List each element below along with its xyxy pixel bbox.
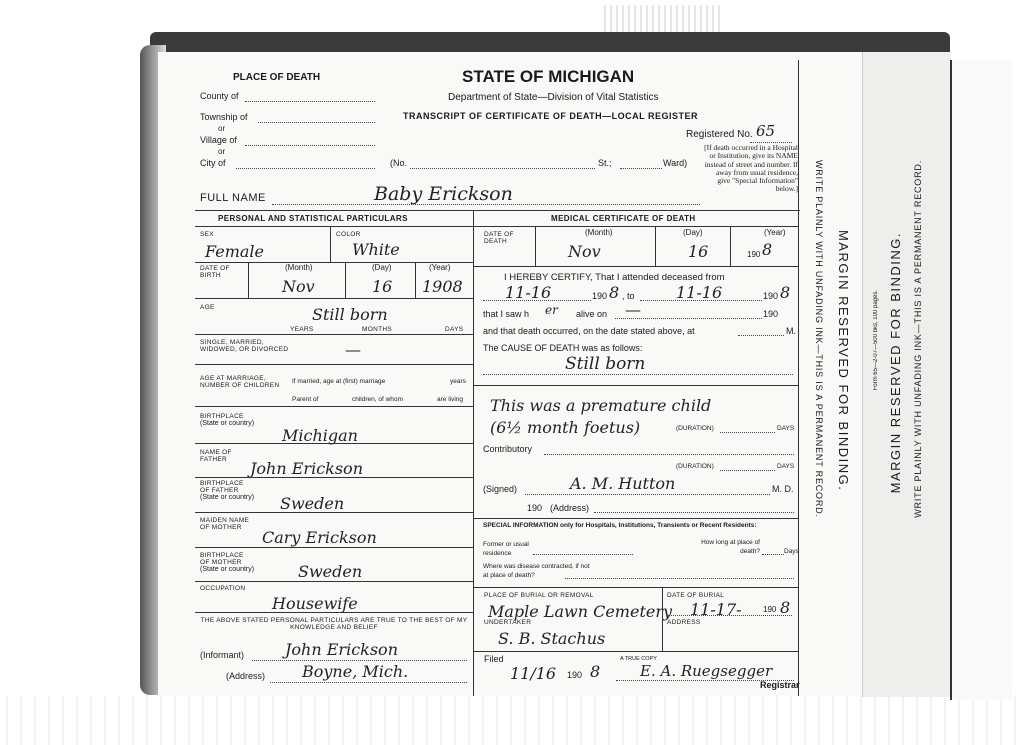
- dod-month: Nov: [568, 242, 601, 261]
- personal-heading: PERSONAL AND STATISTICAL PARTICULARS: [218, 214, 408, 223]
- filed-value: 11/16: [510, 664, 557, 683]
- township-label: Township of: [200, 112, 248, 122]
- cause-detail-2: (6½ month foetus): [490, 418, 641, 437]
- dob-divider: [345, 262, 346, 298]
- frame-line: [195, 226, 473, 227]
- address-value: Boyne, Mich.: [302, 662, 409, 681]
- scan-edge: [150, 32, 950, 54]
- burial-date-label: DATE OF BURIAL: [667, 592, 725, 599]
- dob-day: 16: [372, 277, 393, 296]
- md-label: M. D.: [772, 484, 794, 494]
- department-label: Department of State—Division of Vital Statistics: [448, 92, 659, 103]
- cause-label: The CAUSE OF DEATH was as follows:: [483, 343, 643, 353]
- dod-divider: [535, 226, 536, 266]
- years-label: years: [450, 378, 466, 385]
- burial-divider: [662, 587, 663, 651]
- former-line: [533, 554, 633, 555]
- where-line: [565, 578, 794, 579]
- frame-line: [195, 298, 473, 299]
- mother-bp-value: Sweden: [298, 562, 363, 581]
- ink-note-vertical: WRITE PLAINLY WITH UNFADING INK—THIS IS A PERMANENT RECORD.: [814, 160, 824, 518]
- scan-noise: [600, 5, 720, 33]
- year-b-prefix: 190: [763, 291, 779, 301]
- burial-place-label: PLACE OF BURIAL OR REMOVAL: [484, 592, 594, 599]
- hospital-note: [If death occurred in a Hospital or Institution, give its NAME instead of street and number. If away from usual residence, give "Special Information" below.]: [704, 143, 798, 194]
- frame-line: [195, 612, 473, 613]
- sex-value: Female: [205, 242, 264, 261]
- registrar-label: Registrar: [760, 680, 800, 690]
- full-name-value: Baby Erickson: [374, 183, 513, 205]
- or-label: or: [218, 124, 226, 133]
- next-page-edge: [950, 60, 1012, 700]
- street-label: St.;: [598, 158, 612, 168]
- true-copy-label: A TRUE COPY: [620, 656, 657, 662]
- frame-line: [473, 587, 798, 588]
- age-years-label: YEARS: [290, 326, 314, 333]
- sex-color-divider: [330, 226, 331, 262]
- color-label: COLOR: [336, 231, 361, 238]
- signed-line: [525, 494, 770, 495]
- duration-line: [720, 432, 775, 433]
- right-frame: [798, 60, 799, 696]
- informant-value: John Erickson: [285, 640, 398, 659]
- burial-year: 8: [780, 598, 791, 617]
- address-label: (Address): [226, 671, 266, 681]
- street-no-label: (No.: [390, 158, 408, 168]
- age-value: Still born: [312, 305, 388, 324]
- ward-label: Ward): [663, 158, 688, 168]
- alive-line: [615, 318, 762, 319]
- right-binding-margin-vertical: MARGIN RESERVED FOR BINDING.: [888, 232, 903, 494]
- registered-number: 65: [756, 122, 776, 140]
- duration-days-2: DAYS: [777, 463, 795, 470]
- year-a: 8: [609, 283, 620, 302]
- county-label: County of: [200, 91, 239, 101]
- to-line: [640, 300, 762, 301]
- county-line: [245, 101, 375, 102]
- signed-value: A. M. Hutton: [570, 474, 676, 493]
- alive-year: 190: [763, 309, 779, 319]
- burial-year-prefix: 190: [763, 605, 777, 614]
- attended-from: 11-16: [505, 283, 552, 302]
- m-label: M.: [786, 326, 796, 336]
- how-long-line: [762, 554, 784, 555]
- mother-bp-sub: (State or country): [200, 566, 255, 573]
- street-line: [410, 168, 595, 169]
- frame-line: [195, 406, 473, 407]
- address-line: [270, 682, 467, 683]
- attended-to: 11-16: [676, 283, 723, 302]
- certify-text: I HEREBY CERTIFY, That I attended deceased from: [504, 272, 725, 283]
- birthplace-sub: (State or country): [200, 420, 255, 427]
- dod-label: DATE OF DEATH: [484, 231, 514, 245]
- form-number-vertical: Form 65—2-07—500 bks, 100 pages.: [873, 290, 879, 391]
- year-a-prefix: 190: [592, 291, 608, 301]
- saw-label: that I saw h: [483, 309, 530, 319]
- township-line: [258, 122, 375, 123]
- transcript-label: TRANSCRIPT OF CERTIFICATE OF DEATH—LOCAL REGISTER: [403, 111, 698, 121]
- dod-day: 16: [688, 242, 709, 261]
- contributory-line: [544, 454, 794, 455]
- former-residence-label: Former or usual residence: [483, 541, 529, 557]
- cause-value: Still born: [565, 354, 646, 374]
- mother-value: Cary Erickson: [262, 528, 377, 547]
- dod-divider: [730, 226, 731, 266]
- sex-label: SEX: [200, 231, 214, 238]
- dod-year: 8: [762, 240, 773, 259]
- contributory-label: Contributory: [483, 444, 533, 454]
- where-contracted-label: Where was disease contracted, if not at place of death?: [483, 563, 590, 579]
- center-divider: [473, 210, 474, 696]
- marital-label: SINGLE, MARRIED, WIDOWED, OR DIVORCED: [200, 339, 289, 353]
- signed-address-line: [594, 512, 794, 513]
- mother-bp-label: BIRTHPLACE OF MOTHER: [200, 552, 244, 566]
- full-name-line: [272, 204, 700, 205]
- occupation-label: OCCUPATION: [200, 585, 246, 592]
- city-line: [236, 168, 375, 169]
- frame-line: [473, 226, 798, 227]
- frame-line: [195, 210, 800, 211]
- living-label: are living: [437, 396, 464, 403]
- dob-divider: [415, 262, 416, 298]
- year-b: 8: [780, 283, 791, 302]
- frame-line: [195, 477, 473, 478]
- dob-month: Nov: [282, 277, 315, 296]
- how-long-label: How long at place of death?: [701, 539, 760, 555]
- father-bp-value: Sweden: [280, 494, 345, 513]
- or-label-2: or: [218, 147, 226, 156]
- filed-year: 8: [590, 662, 601, 681]
- frame-line: [195, 334, 473, 335]
- dob-year: 1908: [422, 277, 463, 296]
- signed-year: 190: [527, 503, 543, 513]
- dob-day-label: (Day): [372, 263, 392, 272]
- dod-year-prefix: 190: [747, 250, 761, 259]
- scan-noise-bottom: [0, 695, 1024, 745]
- frame-line: [195, 512, 473, 513]
- if-married-label: If married, age at (first) marriage: [292, 378, 386, 385]
- occurred-label: and that death occurred, on the date stated above, at: [483, 326, 695, 336]
- color-value: White: [352, 240, 400, 259]
- state-title: STATE OF MICHIGAN: [462, 67, 635, 86]
- frame-line: [473, 651, 798, 652]
- father-bp-label: BIRTHPLACE OF FATHER: [200, 480, 244, 494]
- frame-line: [473, 266, 798, 267]
- medical-heading: MEDICAL CERTIFICATE OF DEATH: [551, 214, 696, 223]
- undertaker-value: S. B. Stachus: [498, 629, 606, 648]
- frame-line: [195, 581, 473, 582]
- filed-year-prefix: 190: [567, 670, 583, 680]
- frame-line: [195, 443, 473, 444]
- informant-certify-text: THE ABOVE STATED PERSONAL PARTICULARS ARE TRUE TO THE BEST OF MY KNOWLEDGE AND BELIEF: [200, 617, 468, 631]
- marital-value: —: [345, 340, 361, 359]
- signed-label: (Signed): [483, 484, 518, 494]
- duration-line-2: [720, 470, 775, 471]
- dob-label: DATE OF BIRTH: [200, 265, 230, 279]
- duration-label: (DURATION): [676, 425, 714, 432]
- alive-on-value: —: [625, 300, 641, 319]
- burial-date-value: 11-17-: [690, 600, 742, 619]
- informant-line: [252, 660, 467, 661]
- binding-margin-vertical: MARGIN RESERVED FOR BINDING.: [836, 230, 851, 492]
- duration-label-2: (DURATION): [676, 463, 714, 470]
- parent-of-label: Parent of: [292, 396, 319, 403]
- duration-days: DAYS: [777, 425, 795, 432]
- dod-year-label: (Year): [764, 228, 786, 237]
- age-label: AGE: [200, 304, 215, 311]
- age-days-label: DAYS: [445, 326, 464, 333]
- registered-label: Registered No.: [686, 129, 753, 140]
- frame-line: [473, 385, 798, 386]
- cause-line: [483, 374, 793, 375]
- occupation-value: Housewife: [272, 594, 358, 613]
- place-of-death-label: PLACE OF DEATH: [233, 72, 321, 83]
- signed-address-label: (Address): [550, 503, 590, 513]
- ward-line: [620, 168, 662, 169]
- age-marriage-label: AGE AT MARRIAGE, NUMBER OF CHILDREN: [200, 375, 280, 389]
- dob-year-label: (Year): [429, 263, 451, 272]
- burial-address-label: ADDRESS: [667, 619, 701, 626]
- alive-on-label: alive on: [576, 309, 608, 319]
- burial-place-value: Maple Lawn Cemetery: [488, 602, 673, 621]
- birthplace-label: BIRTHPLACE: [200, 413, 244, 420]
- age-months-label: MONTHS: [362, 326, 392, 333]
- mother-label: MAIDEN NAME OF MOTHER: [200, 517, 250, 531]
- cause-detail-1: This was a premature child: [490, 396, 712, 415]
- father-label: NAME OF FATHER: [200, 449, 232, 463]
- informant-label: (Informant): [200, 650, 245, 660]
- frame-line: [195, 364, 473, 365]
- frame-line: [195, 547, 473, 548]
- special-info-label: SPECIAL INFORMATION only for Hospitals, Institutions, Transients or Recent Residents:: [483, 522, 757, 529]
- dod-month-label: (Month): [585, 228, 613, 237]
- how-long-days: Days: [784, 548, 799, 555]
- burial-date-line: [668, 615, 792, 616]
- father-value: John Erickson: [250, 459, 363, 478]
- birthplace-value: Michigan: [282, 426, 358, 445]
- city-label: City of: [200, 158, 226, 168]
- frame-line: [473, 518, 798, 519]
- filed-label: Filed: [484, 654, 504, 664]
- dob-divider: [248, 262, 249, 298]
- saw-fill: er: [545, 303, 558, 317]
- dod-divider: [655, 226, 656, 266]
- undertaker-label: UNDERTAKER: [484, 619, 532, 626]
- children-label: children, of whom: [352, 396, 403, 403]
- village-line: [245, 145, 375, 146]
- dob-month-label: (Month): [285, 263, 313, 272]
- father-bp-sub: (State or country): [200, 494, 255, 501]
- registrar-signature: E. A. Ruegsegger: [640, 662, 773, 680]
- village-label: Village of: [200, 135, 237, 145]
- dod-day-label: (Day): [683, 228, 703, 237]
- occurred-line: [738, 335, 784, 336]
- from-line: [483, 300, 591, 301]
- right-ink-note-vertical: WRITE PLAINLY WITH UNFADING INK—THIS IS A PERMANENT RECORD.: [913, 160, 923, 518]
- full-name-label: FULL NAME: [200, 192, 266, 204]
- to-label: , to: [622, 291, 635, 301]
